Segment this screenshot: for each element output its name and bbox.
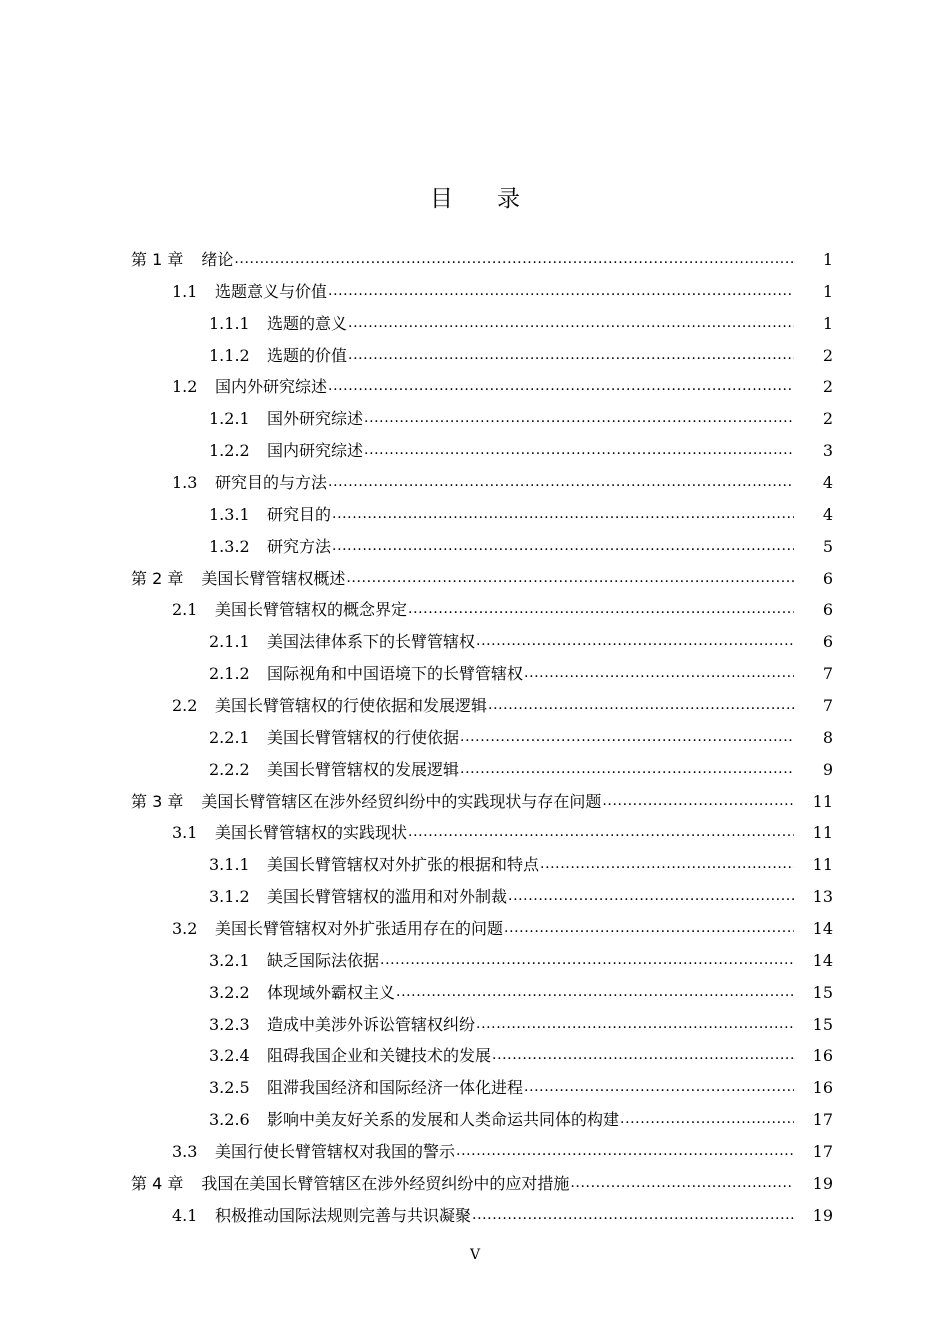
toc-entry-number: 1.1 xyxy=(172,281,198,301)
toc-entry[interactable] xyxy=(0,786,950,818)
toc-entry-label: 美国长臂管辖权的行使依据 xyxy=(267,727,460,747)
toc-entry-label: 研究目的与方法 xyxy=(215,472,328,492)
toc-entry[interactable] xyxy=(0,371,950,403)
toc-entry-label: 积极推动国际法规则完善与共识凝聚 xyxy=(215,1205,472,1225)
toc-entry-label: 美国行使长臂管辖权对我国的警示 xyxy=(215,1141,456,1161)
toc-entry[interactable] xyxy=(0,722,950,754)
toc-entry-label: 国内外研究综述 xyxy=(215,377,328,397)
toc-entry-number: 3.2 xyxy=(172,918,198,938)
dot-leader xyxy=(364,409,794,429)
dot-leader xyxy=(460,760,794,780)
toc-entry-page: 17 xyxy=(812,1141,833,1161)
toc-entry-page: 7 xyxy=(822,664,833,684)
toc-entry-page: 11 xyxy=(812,823,833,843)
toc-entry-label: 美国长臂管辖权的行使依据和发展逻辑 xyxy=(215,695,488,715)
toc-entry-number: 第 1 章 xyxy=(131,249,184,269)
toc-entry-label: 美国长臂管辖权对外扩张适用存在的问题 xyxy=(215,918,504,938)
toc-entry-page: 9 xyxy=(822,759,833,779)
toc-entry-page: 11 xyxy=(812,855,833,875)
toc-entry[interactable] xyxy=(0,977,950,1009)
toc-entry-number: 1.3.1 xyxy=(209,504,250,524)
dot-leader xyxy=(476,632,794,652)
toc-entry-label: 国内研究综述 xyxy=(267,441,364,461)
toc-entry-label: 体现域外霸权主义 xyxy=(267,982,396,1002)
toc-entry-number: 1.3 xyxy=(172,472,198,492)
toc-entry-label: 阻碍我国企业和关键技术的发展 xyxy=(267,1046,492,1066)
toc-entry-page: 14 xyxy=(812,950,833,970)
toc-entry-page: 15 xyxy=(812,1014,833,1034)
toc-entry-label: 美国长臂管辖权的概念界定 xyxy=(215,600,408,620)
toc-entry[interactable] xyxy=(0,467,950,499)
dot-leader xyxy=(460,728,794,748)
toc-entry[interactable] xyxy=(0,754,950,786)
toc-entry-number: 1.1.1 xyxy=(209,313,250,333)
toc-entry-number: 2.1.1 xyxy=(209,632,250,652)
dot-leader xyxy=(570,1174,794,1194)
toc-entry-page: 16 xyxy=(812,1046,833,1066)
dot-leader xyxy=(472,1206,794,1226)
toc-entry[interactable] xyxy=(0,403,950,435)
toc-entry-number: 3.2.1 xyxy=(209,950,250,970)
toc-entry-number: 2.2 xyxy=(172,695,198,715)
toc-entry-number: 3.1 xyxy=(172,823,198,843)
page-number: V xyxy=(469,1247,481,1263)
toc-entry[interactable] xyxy=(0,594,950,626)
toc-entry-number: 1.2.2 xyxy=(209,441,250,461)
toc-entry[interactable] xyxy=(0,849,950,881)
toc-entry-number: 3.2.5 xyxy=(209,1078,250,1098)
toc-entry[interactable] xyxy=(0,945,950,977)
toc-entry-number: 1.1.2 xyxy=(209,345,250,365)
toc-entry-page: 16 xyxy=(812,1078,833,1098)
toc-entry-number: 2.2.2 xyxy=(209,759,250,779)
dot-leader xyxy=(348,314,794,334)
toc-entry-label: 国外研究综述 xyxy=(267,409,364,429)
toc-entry-label: 阻滞我国经济和国际经济一体化进程 xyxy=(267,1078,524,1098)
dot-leader xyxy=(380,951,794,971)
toc-entry-number: 1.2 xyxy=(172,377,198,397)
toc-entry-page: 13 xyxy=(812,887,833,907)
toc-entry-page: 2 xyxy=(822,409,833,429)
dot-leader xyxy=(456,1142,794,1162)
dot-leader xyxy=(408,823,794,843)
dot-leader xyxy=(328,377,794,397)
toc-entry-page: 1 xyxy=(822,313,833,333)
toc-entry-label: 国际视角和中国语境下的长臂管辖权 xyxy=(267,664,524,684)
dot-leader xyxy=(328,473,794,493)
toc-entry-number: 3.2.3 xyxy=(209,1014,250,1034)
dot-leader xyxy=(488,696,794,716)
dot-leader xyxy=(504,919,794,939)
toc-entry[interactable] xyxy=(0,913,950,945)
dot-leader xyxy=(348,346,794,366)
toc-entry[interactable] xyxy=(0,499,950,531)
toc-entry-number: 第 4 章 xyxy=(131,1173,184,1193)
toc-entry[interactable] xyxy=(0,1040,950,1072)
toc-entry-number: 3.3 xyxy=(172,1141,198,1161)
dot-leader xyxy=(346,569,794,589)
table-of-contents xyxy=(0,244,950,1232)
toc-entry[interactable] xyxy=(0,1136,950,1168)
toc-entry-number: 3.1.2 xyxy=(209,887,250,907)
toc-entry-page: 8 xyxy=(822,727,833,747)
toc-entry-page: 6 xyxy=(822,632,833,652)
dot-leader xyxy=(332,537,794,557)
toc-entry-label: 绪论 xyxy=(201,249,234,269)
dot-leader xyxy=(396,983,794,1003)
toc-entry-label: 我国在美国长臂管辖区在涉外经贸纠纷中的应对措施 xyxy=(201,1173,570,1193)
toc-entry[interactable] xyxy=(0,563,950,595)
toc-entry-label: 美国长臂管辖权的发展逻辑 xyxy=(267,759,460,779)
toc-entry[interactable] xyxy=(0,658,950,690)
toc-entry-page: 2 xyxy=(822,377,833,397)
toc-entry-label: 美国长臂管辖区在涉外经贸纠纷中的实践现状与存在问题 xyxy=(201,791,602,811)
toc-entry-label: 选题的意义 xyxy=(267,313,348,333)
toc-entry-label: 美国法律体系下的长臂管辖权 xyxy=(267,632,476,652)
dot-leader xyxy=(492,1046,794,1066)
toc-entry-page: 4 xyxy=(822,472,833,492)
toc-entry-number: 3.2.4 xyxy=(209,1046,250,1066)
toc-entry[interactable] xyxy=(0,626,950,658)
toc-entry-number: 第 3 章 xyxy=(131,791,184,811)
toc-entry-number: 第 2 章 xyxy=(131,568,184,588)
dot-leader xyxy=(328,282,794,302)
toc-entry-number: 2.2.1 xyxy=(209,727,250,747)
toc-entry-page: 6 xyxy=(822,568,833,588)
toc-entry-label: 研究方法 xyxy=(267,536,332,556)
toc-entry-label: 缺乏国际法依据 xyxy=(267,950,380,970)
dot-leader xyxy=(234,250,794,270)
toc-entry-page: 6 xyxy=(822,600,833,620)
toc-entry[interactable] xyxy=(0,1009,950,1041)
toc-entry[interactable] xyxy=(0,308,950,340)
toc-entry-page: 1 xyxy=(822,281,833,301)
toc-entry-label: 影响中美友好关系的发展和人类命运共同体的构建 xyxy=(267,1110,620,1130)
toc-entry-label: 美国长臂管辖权概述 xyxy=(201,568,346,588)
toc-entry-page: 2 xyxy=(822,345,833,365)
toc-entry-page: 4 xyxy=(822,504,833,524)
toc-entry-label: 美国长臂管辖权对外扩张的根据和特点 xyxy=(267,855,540,875)
dot-leader xyxy=(602,792,794,812)
toc-entry-number: 2.1.2 xyxy=(209,664,250,684)
toc-entry[interactable] xyxy=(0,690,950,722)
toc-entry-label: 选题意义与价值 xyxy=(215,281,328,301)
page-title: 目录 xyxy=(430,186,564,212)
toc-entry-page: 3 xyxy=(822,441,833,461)
dot-leader xyxy=(524,1078,794,1098)
toc-entry-page: 19 xyxy=(812,1173,833,1193)
toc-entry[interactable] xyxy=(0,1168,950,1200)
toc-entry-label: 美国长臂管辖权的实践现状 xyxy=(215,823,408,843)
toc-entry-page: 11 xyxy=(812,791,833,811)
toc-entry[interactable] xyxy=(0,1200,950,1232)
toc-entry-label: 造成中美涉外诉讼管辖权纠纷 xyxy=(267,1014,476,1034)
toc-entry-number: 3.1.1 xyxy=(209,855,250,875)
toc-entry-number: 3.2.2 xyxy=(209,982,250,1002)
dot-leader xyxy=(508,887,794,907)
toc-entry-label: 选题的价值 xyxy=(267,345,348,365)
dot-leader xyxy=(540,855,794,875)
toc-entry[interactable] xyxy=(0,244,950,276)
toc-entry[interactable] xyxy=(0,881,950,913)
toc-entry-page: 14 xyxy=(812,918,833,938)
toc-entry-page: 15 xyxy=(812,982,833,1002)
toc-entry-number: 3.2.6 xyxy=(209,1110,250,1130)
toc-entry[interactable] xyxy=(0,276,950,308)
toc-entry[interactable] xyxy=(0,1072,950,1104)
dot-leader xyxy=(364,441,794,461)
toc-entry-number: 2.1 xyxy=(172,600,198,620)
dot-leader xyxy=(332,505,794,525)
dot-leader xyxy=(524,664,794,684)
toc-entry-page: 7 xyxy=(822,695,833,715)
toc-entry-page: 5 xyxy=(822,536,833,556)
dot-leader xyxy=(408,600,794,620)
toc-entry-page: 17 xyxy=(812,1110,833,1130)
toc-entry-page: 1 xyxy=(822,249,833,269)
toc-entry[interactable] xyxy=(0,435,950,467)
toc-entry-label: 研究目的 xyxy=(267,504,332,524)
toc-entry-number: 4.1 xyxy=(172,1205,198,1225)
toc-entry[interactable] xyxy=(0,1104,950,1136)
toc-entry-page: 19 xyxy=(812,1205,833,1225)
toc-entry[interactable] xyxy=(0,817,950,849)
toc-entry-number: 1.2.1 xyxy=(209,409,250,429)
toc-entry-label: 美国长臂管辖权的滥用和对外制裁 xyxy=(267,887,508,907)
dot-leader xyxy=(476,1015,794,1035)
toc-entry[interactable] xyxy=(0,340,950,372)
toc-entry[interactable] xyxy=(0,531,950,563)
dot-leader xyxy=(620,1110,794,1130)
toc-entry-number: 1.3.2 xyxy=(209,536,250,556)
